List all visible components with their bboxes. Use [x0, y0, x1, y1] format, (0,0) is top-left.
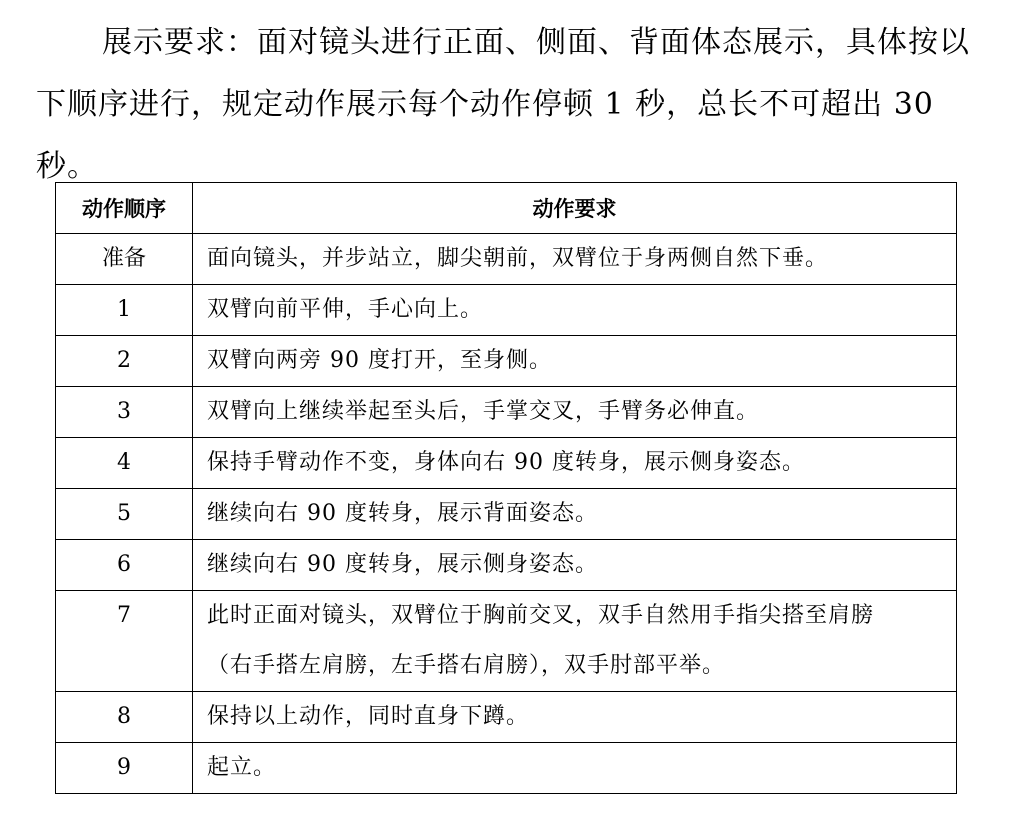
table-row [56, 336, 957, 387]
action-order-cell: 8 [56, 692, 193, 743]
action-order-cell: 7 [56, 591, 193, 692]
action-requirement-cell [193, 489, 957, 540]
table-row [56, 285, 957, 336]
action-order-cell: 2 [56, 336, 193, 387]
action-requirement-cell [193, 234, 957, 285]
table-row [56, 438, 957, 489]
intro-paragraph: 展示要求：面对镜头进行正面、侧面、背面体态展示，具体按以下顺序进行，规定动作展示每个动作停顿 1 秒，总长不可超出 30 秒。 [36, 25, 970, 184]
table-row [56, 489, 957, 540]
action-order-cell: 6 [56, 540, 193, 591]
action-order-cell: 9 [56, 743, 193, 794]
action-requirement-cell [193, 438, 957, 489]
requirement-text-line: 双臂向两旁 90 度打开，至身侧。 [207, 348, 552, 373]
action-order-cell: 5 [56, 489, 193, 540]
requirement-text-line: 双臂向前平伸，手心向上。 [207, 297, 484, 322]
requirement-text-line: 面向镜头，并步站立，脚尖朝前，双臂位于身两侧自然下垂。 [207, 246, 829, 271]
requirement-text-line: 保持以上动作，同时直身下蹲。 [207, 704, 530, 729]
action-requirement-cell [193, 285, 957, 336]
action-requirement-cell [193, 540, 957, 591]
requirement-text-line: 起立。 [207, 755, 277, 780]
table-row [56, 540, 957, 591]
table-row [56, 591, 957, 692]
requirement-text-line: 双臂向上继续举起至头后，手掌交叉，手臂务必伸直。 [207, 399, 760, 424]
action-order-cell: 4 [56, 438, 193, 489]
header-action-order: 动作顺序 [56, 183, 193, 234]
requirement-text-line: 此时正面对镜头，双臂位于胸前交叉，双手自然用手指尖搭至肩膀 [207, 603, 875, 628]
action-order-cell: 3 [56, 387, 193, 438]
table-row [56, 743, 957, 794]
table-row [56, 387, 957, 438]
requirement-text-line: 继续向右 90 度转身，展示背面姿态。 [207, 501, 598, 526]
table-header-row [56, 183, 957, 234]
table-row [56, 234, 957, 285]
requirement-text-line: （右手搭左肩膀，左手搭右肩膀），双手肘部平举。 [207, 653, 726, 678]
requirement-text-line: 保持手臂动作不变，身体向右 90 度转身，展示侧身姿态。 [207, 450, 805, 475]
action-requirement-cell [193, 591, 957, 692]
action-order-cell: 准备 [56, 234, 193, 285]
action-requirement-cell [193, 743, 957, 794]
action-requirement-cell [193, 692, 957, 743]
action-order-cell: 1 [56, 285, 193, 336]
table-row [56, 692, 957, 743]
action-requirements-table [55, 182, 957, 794]
requirement-text-line: 继续向右 90 度转身，展示侧身姿态。 [207, 552, 598, 577]
action-requirement-cell [193, 336, 957, 387]
action-requirement-cell [193, 387, 957, 438]
header-action-requirement: 动作要求 [193, 183, 957, 234]
